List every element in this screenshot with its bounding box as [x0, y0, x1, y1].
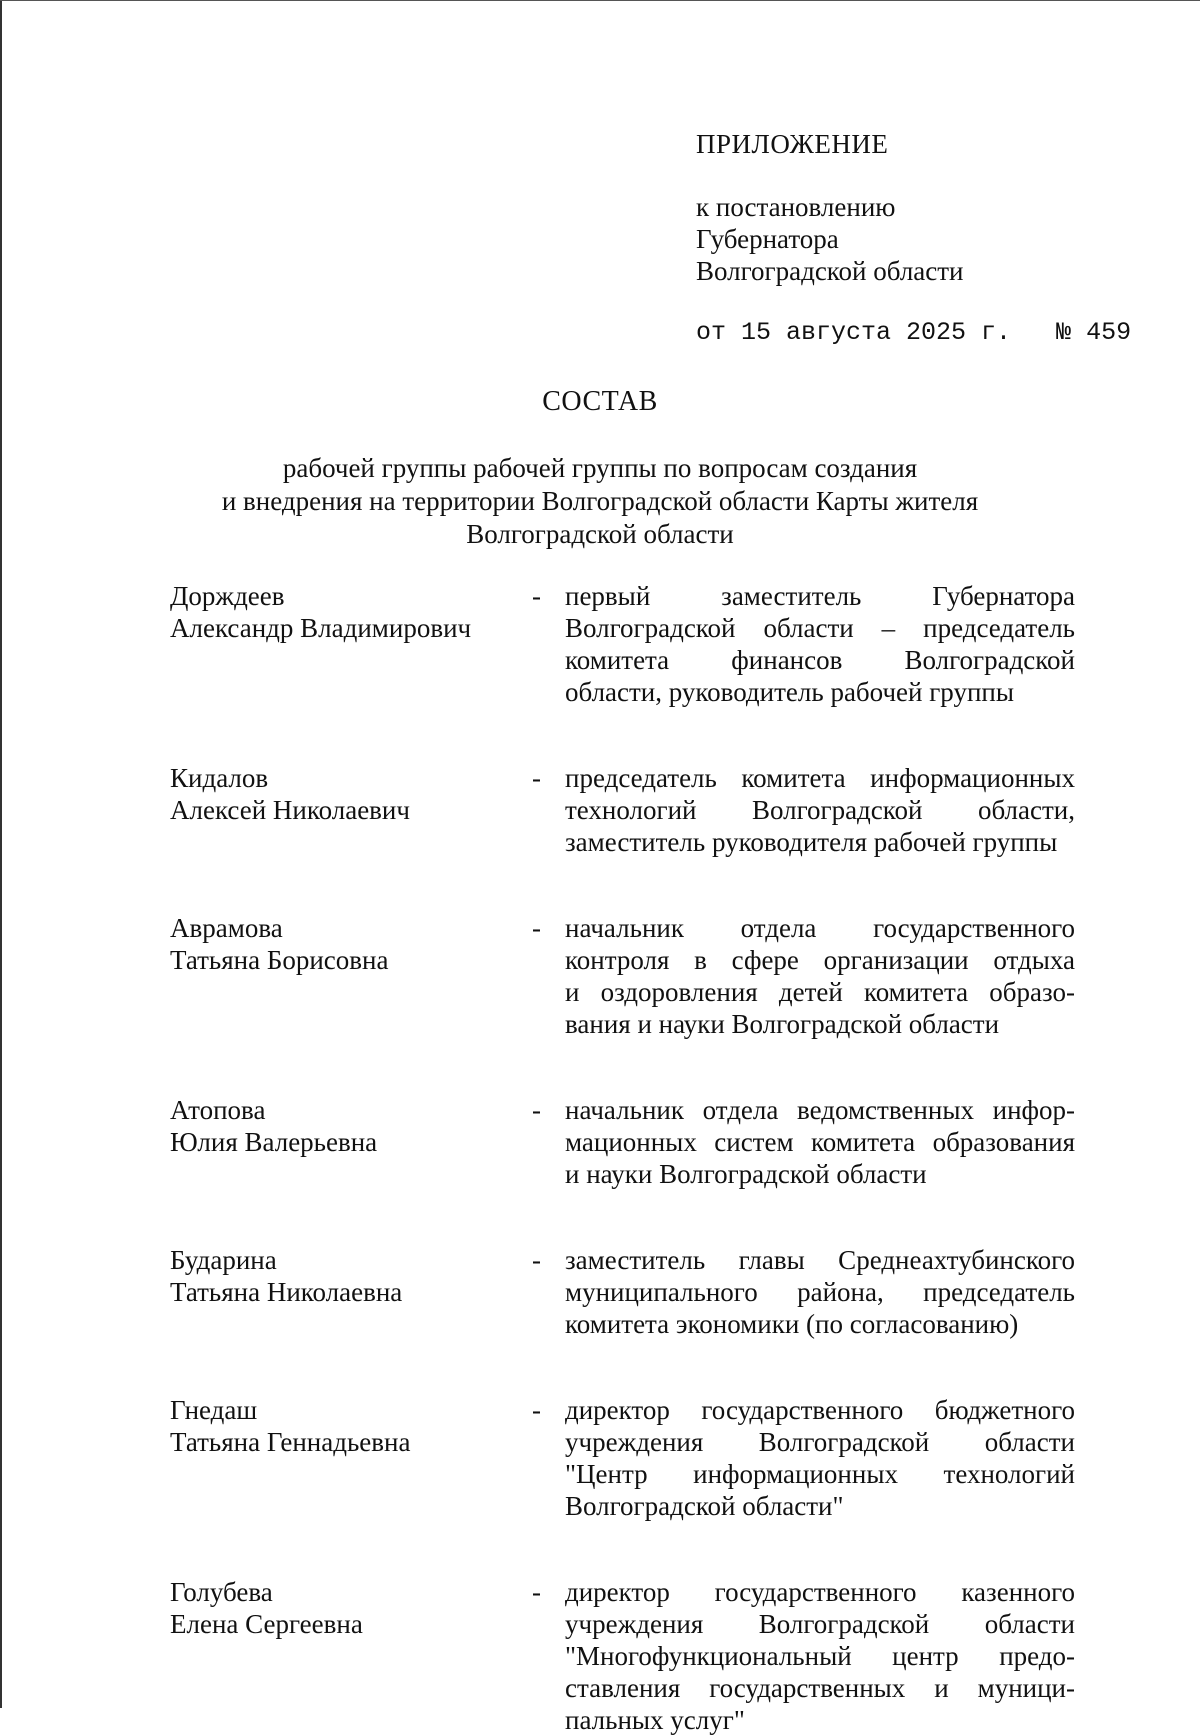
position-line: учреждения Волгоградской области [565, 1427, 1075, 1457]
position-line: директор государственного бюджетного [565, 1395, 1075, 1425]
member-position [565, 1244, 1075, 1340]
decree-date-number: от 15 августа 2025 г. № 459 [696, 318, 1132, 347]
members-list [0, 580, 1200, 1736]
member-given-names: Татьяна Николаевна [170, 1277, 403, 1307]
position-line: председатель комитета информационных [565, 763, 1075, 793]
subtitle-line: и внедрения на территории Волгоградской области Карты жителя [221, 486, 979, 516]
member-given-names: Алексей Николаевич [170, 795, 410, 825]
member-dash: - [532, 1245, 541, 1275]
position-line: Волгоградской области – председатель [565, 613, 1075, 643]
approval-line: Волгоградской области [696, 256, 964, 286]
member-surname: Гнедаш [170, 1395, 258, 1425]
member-surname: Атопова [170, 1095, 266, 1125]
approval-line: Губернатора [696, 224, 839, 254]
position-line: области, руководитель рабочей группы [565, 677, 1014, 707]
position-line: заместитель руководителя рабочей группы [565, 827, 1058, 857]
position-line: пальных услуг" [565, 1705, 745, 1735]
member-surname: Аврамова [170, 913, 283, 943]
member-surname: Бударина [170, 1245, 277, 1275]
member-entry [0, 762, 1200, 858]
scan-edge-top [0, 0, 1200, 1]
member-entry [0, 1244, 1200, 1340]
member-entry [0, 1576, 1200, 1736]
member-name [170, 762, 510, 826]
member-position [565, 762, 1075, 858]
position-line: ставления государственных и муници- [565, 1673, 1075, 1703]
member-name [170, 1094, 510, 1158]
position-line: "Многофункциональный центр предо- [565, 1641, 1075, 1671]
member-position [565, 1576, 1075, 1736]
member-given-names: Елена Сергеевна [170, 1609, 363, 1639]
position-line: начальник отдела государственного [565, 913, 1075, 943]
member-dash: - [532, 1095, 541, 1125]
member-given-names: Юлия Валерьевна [170, 1127, 378, 1157]
member-name [170, 1394, 510, 1458]
member-entry [0, 580, 1200, 708]
document-subtitle [0, 452, 1200, 551]
member-entry [0, 1394, 1200, 1522]
member-dash: - [532, 1577, 541, 1607]
position-line: "Центр информационных технологий [565, 1459, 1075, 1489]
subtitle-line: рабочей группы рабочей группы по вопросам создания [282, 453, 918, 483]
position-line: директор государственного казенного [565, 1577, 1075, 1607]
position-line: первый заместитель Губернатора [565, 581, 1075, 611]
member-position [565, 912, 1075, 1040]
position-line: вания и науки Волгоградской области [565, 1009, 1000, 1039]
member-surname: Кидалов [170, 763, 269, 793]
member-position [565, 580, 1075, 708]
member-name [170, 1576, 510, 1640]
position-line: начальник отдела ведомственных инфор- [565, 1095, 1075, 1125]
member-dash: - [532, 1395, 541, 1425]
member-position [565, 1094, 1075, 1190]
position-line: контроля в сфере организации отдыха [565, 945, 1075, 975]
member-dash: - [532, 581, 541, 611]
position-line: комитета финансов Волгоградской [565, 645, 1075, 675]
member-name [170, 1244, 510, 1308]
position-line: комитета экономики (по согласованию) [565, 1309, 1019, 1339]
member-dash: - [532, 913, 541, 943]
position-line: заместитель главы Среднеахтубинского [565, 1245, 1075, 1275]
member-name [170, 580, 510, 644]
position-line: технологий Волгоградской области, [565, 795, 1075, 825]
member-surname: Дорждеев [170, 581, 285, 611]
member-given-names: Александр Владимирович [170, 613, 472, 643]
member-position [565, 1394, 1075, 1522]
approval-block [696, 128, 1131, 349]
member-entry [0, 912, 1200, 1040]
position-line: Волгоградской области" [565, 1491, 844, 1521]
position-line: учреждения Волгоградской области [565, 1609, 1075, 1639]
document-title: СОСТАВ [542, 386, 658, 417]
member-surname: Голубева [170, 1577, 273, 1607]
member-dash: - [532, 763, 541, 793]
member-given-names: Татьяна Геннадьевна [170, 1427, 411, 1457]
member-given-names: Татьяна Борисовна [170, 945, 389, 975]
position-line: и оздоровления детей комитета образо- [565, 977, 1075, 1007]
appendix-title: ПРИЛОЖЕНИЕ [696, 129, 889, 159]
member-entry [0, 1094, 1200, 1190]
position-line: и науки Волгоградской области [565, 1159, 927, 1189]
position-line: мационных систем комитета образования [565, 1127, 1075, 1157]
approval-line: к постановлению [696, 192, 896, 222]
member-name [170, 912, 510, 976]
position-line: муниципального района, председатель [565, 1277, 1075, 1307]
subtitle-line: Волгоградской области [466, 519, 734, 549]
